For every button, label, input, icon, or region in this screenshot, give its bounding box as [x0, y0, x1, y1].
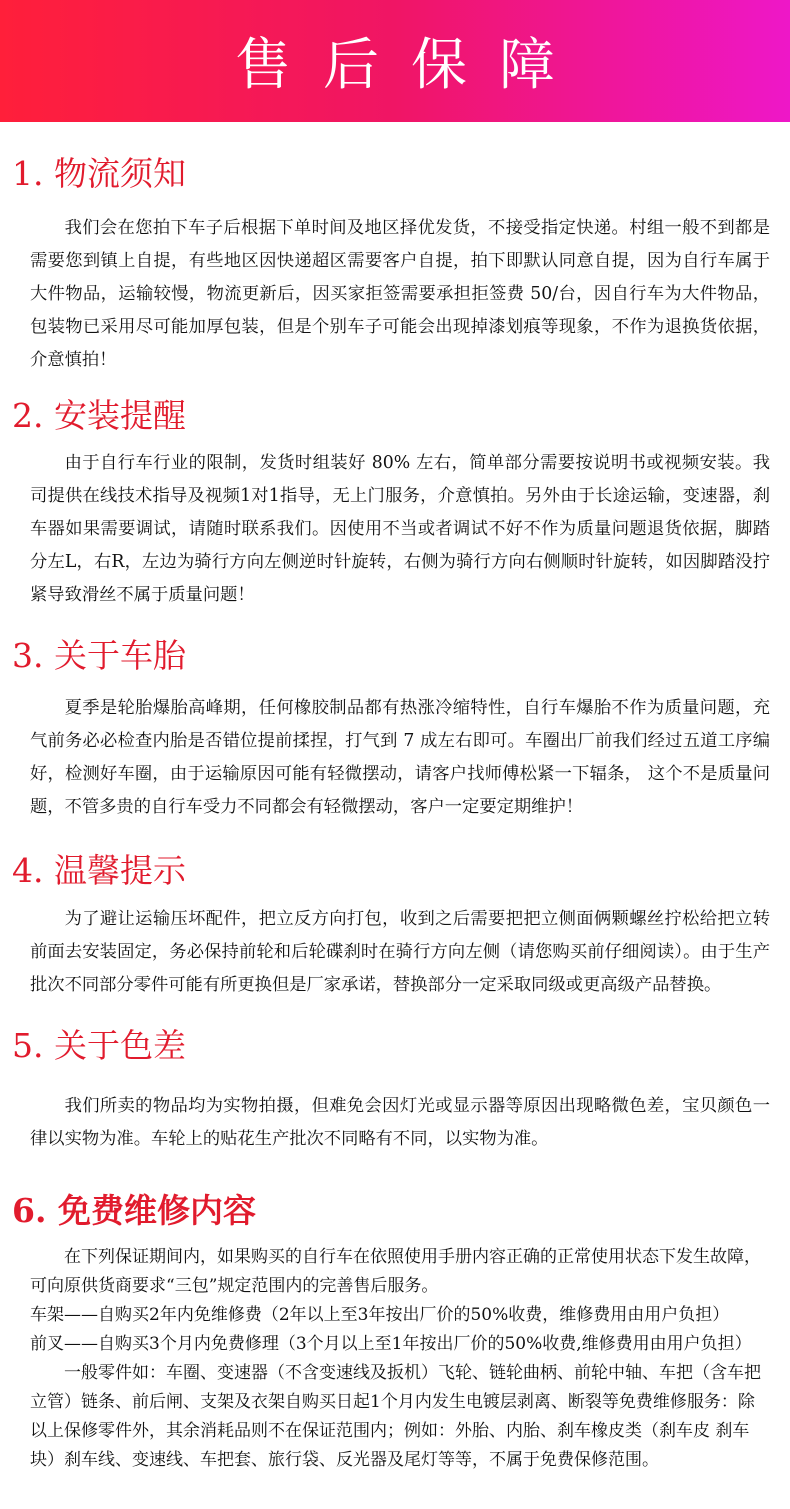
section-body: 由于自行车行业的限制，发货时组装好 80% 左右，简单部分需要按说明书或视频安装。我司提供在线技术指导及视频1对1指导，无上门服务，介意慎拍。另外由于长途运输，变速器，刹车器如果需要调试，请随时联系我们。因使用不当或者调试不好不作为质量问题退货依据，脚踏分左L，右R，左边为骑行方向左侧逆时针旋转，右侧为骑行方向右侧顺时针旋转，如因脚踏没拧紧导致滑丝不属于质量问题！	[30, 453, 770, 605]
repair-intro: 在下列保证期间内，如果购买的自行车在依照使用手册内容正确的正常使用状态下发生故障，可向原供货商要求“三包”规定范围内的完善售后服务。	[30, 1247, 761, 1296]
section-heading: 4. 温馨提示	[12, 851, 186, 890]
section-heading: 2. 安装提醒	[12, 396, 186, 435]
section-body: 为了避让运输压坏配件，把立反方向打包，收到之后需要把把立侧面俩颗螺丝拧松给把立转前面去安装固定，务必保持前轮和后轮碟刹时在骑行方向左侧（请您购买前仔细阅读）。由于生产批次不同部分零件可能有所更换但是厂家承诺，替换部分一定采取同级或更高级产品替换。	[30, 909, 770, 995]
section-heading: 5. 关于色差	[12, 1026, 186, 1065]
banner	[0, 0, 790, 122]
banner-title: 售后保障	[235, 33, 587, 98]
section-heading: 3. 关于车胎	[12, 636, 186, 675]
repair-frame-policy: 车架——自购买2年内免维修费（2年以上至3年按出厂价的50%收费，维修费用由用户负担）	[30, 1305, 730, 1325]
repair-fork-policy: 前叉——自购买3个月内免费修理（3个月以上至1年按出厂价的50%收费,维修费用由用户负担）	[30, 1334, 752, 1354]
section-body: 我们所卖的物品均为实物拍摄，但难免会因灯光或显示器等原因出现略微色差，宝贝颜色一律以实物为准。车轮上的贴花生产批次不同略有不同，以实物为准。	[30, 1096, 770, 1149]
section-body: 夏季是轮胎爆胎高峰期，任何橡胶制品都有热涨冷缩特性，自行车爆胎不作为质量问题，充气前务必必检查内胎是否错位提前揉捏，打气到 7 成左右即可。车圈出厂前我们经过五道工序编好，检测好车圈，由于运输原因可能有轻微摆动，请客户找师傅松紧一下辐条， 这个不是质量问题，不管多贵的自行车受力不同都会有轻微摆动，客户一定要定期维护！	[30, 698, 770, 817]
section-heading: 6. 免费维修内容	[12, 1191, 256, 1230]
section-body: 我们会在您拍下车子后根据下单时间及地区择优发货，不接受指定快递。村组一般不到都是需要您到镇上自提，有些地区因快递超区需要客户自提，拍下即默认同意自提，因为自行车属于大件物品，运输较慢，物流更新后，因买家拒签需要承担拒签费 50/台，因自行车为大件物品，包装物已采用尽可能加厚包装，但是个别车子可能会出现掉漆划痕等现象，不作为退换货依据，介意慎拍！	[30, 218, 770, 370]
repair-parts-policy: 一般零件如：车圈、变速器（不含变速线及扳机）飞轮、链轮曲柄、前轮中轴、车把（含车把立管）链条、前后闸、支架及衣架自购买日起1个月内发生电镀层剥离、断裂等免费维修服务：除以上保修零件外，其余消耗品则不在保证范围内；例如：外胎、内胎、刹车橡皮类（刹车皮 刹车块）刹车线、变速线、车把套、旅行袋、反光器及尾灯等等，不属于免费保修范围。	[30, 1363, 761, 1470]
section-heading: 1. 物流须知	[12, 154, 186, 193]
